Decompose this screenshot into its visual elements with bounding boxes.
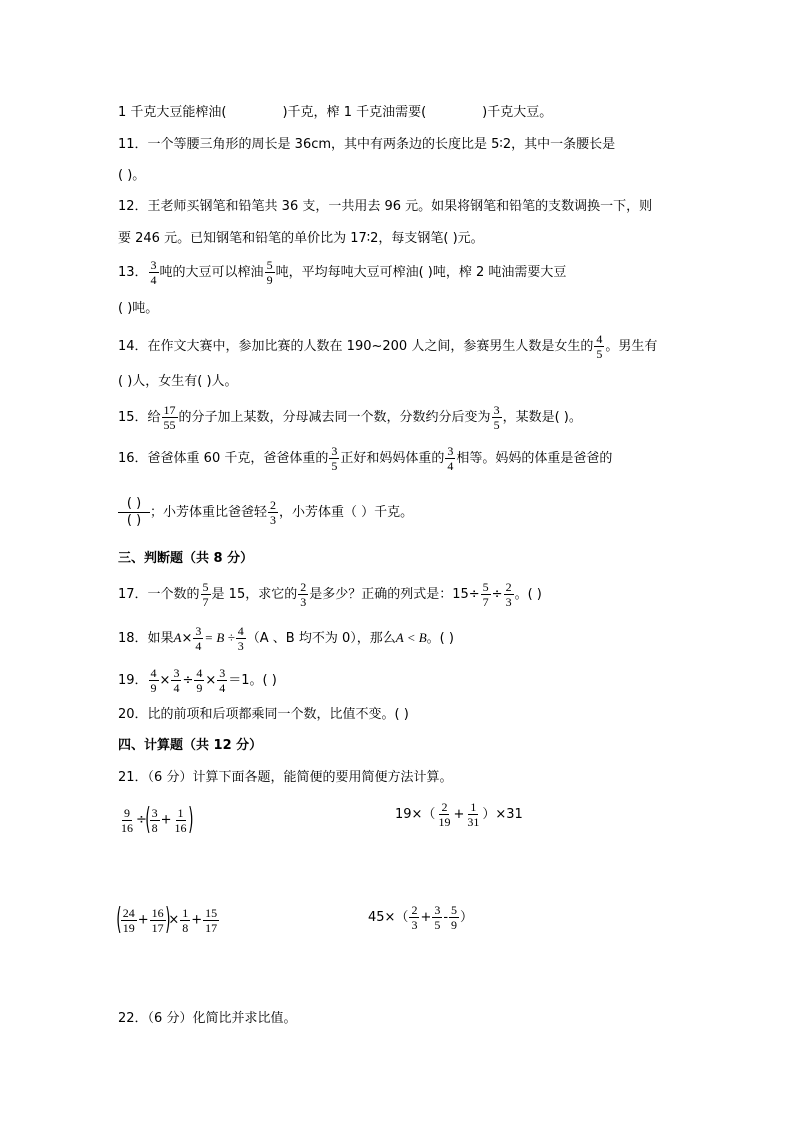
fraction: $\frac{2}{3}$ — [505, 580, 512, 609]
fraction: $\frac{3}{4}$ — [150, 258, 157, 287]
fraction: $\frac{5}{7}$ — [202, 580, 209, 609]
fraction: $\frac{2}{3}$ — [300, 580, 307, 609]
fraction: $\frac{4}{9}$ — [196, 666, 203, 695]
q21-expression-1: $\frac{9}{16}$ ÷( $\frac{3}{8}$ + $\frac{1}{16}$ ) — [118, 800, 191, 840]
fraction: $\frac{4}{5}$ — [596, 332, 603, 361]
fraction: $\frac{1}{16}$ — [174, 805, 187, 835]
fraction: $\frac{3}{4}$ — [195, 624, 202, 653]
question-20: 20．比的前项和后项都乘同一个数，比值不变。( ) — [118, 707, 409, 722]
fraction: $\frac{3}{4}$ — [219, 666, 226, 695]
fraction: $\frac{3}{5}$ — [331, 444, 338, 473]
fraction: $\frac{3}{8}$ — [151, 805, 158, 835]
question-14-line2: ( )人，女生有( )人。 — [118, 374, 238, 389]
question-16: 16．爸爸体重 60 千克，爸爸体重的 $\frac{3}{5}$ 正好和妈妈体重的 $\frac{3}{4}$ 相等。妈妈的体重是爸爸的 — [118, 444, 613, 473]
fraction: $\frac{3}{4}$ — [447, 444, 454, 473]
fraction: $\frac{15}{17}$ — [205, 905, 218, 935]
fraction: $\frac{3}{5}$ — [434, 903, 441, 932]
question-13: 13． $\frac{3}{4}$ 吨的大豆可以榨油 $\frac{5}{9}$ 吨，平均每吨大豆可榨油( )吨，榨 2 吨油需要大豆 — [118, 258, 567, 287]
big-parenthesis: ( — [145, 802, 151, 837]
fraction: $\frac{16}{17}$ — [151, 905, 164, 935]
q21-expression-2: 19×（ $\frac{2}{19}$ + $\frac{1}{31}$ ）×31 — [395, 800, 523, 829]
q21-expression-4: 45×（ $\frac{2}{3}$ + $\frac{3}{5}$ - $\frac{5}{9}$ ） — [368, 903, 474, 932]
fraction: $\frac{5}{7}$ — [482, 580, 489, 609]
question-12: 12．王老师买钢笔和铅笔共 36 支，一共用去 96 元。如果将钢笔和铅笔的支数调换一下，则 — [118, 199, 653, 214]
section-4-heading: 四、计算题（共 12 分） — [118, 738, 263, 753]
section-3-heading: 三、判断题（共 8 分） — [118, 551, 254, 566]
question-14: 14．在作文大赛中，参加比赛的人数在 190~200 人之间，参赛男生人数是女生的 $\frac{4}{5}$ 。男生有 — [118, 332, 658, 361]
question-11-answer-line: ( )。 — [118, 168, 146, 183]
fraction: $\frac{1}{8}$ — [182, 905, 189, 935]
blank-fraction: ( ) ( ) — [118, 496, 150, 529]
fraction: $\frac{3}{4}$ — [173, 666, 180, 695]
fraction: $\frac{4}{9}$ — [150, 666, 157, 695]
fraction: $\frac{2}{3}$ — [411, 903, 418, 932]
big-parenthesis: ) — [187, 802, 194, 837]
question-11: 11．一个等腰三角形的周长是 36cm，其中有两条边的长度比是 5∶2，其中一条腰长是 — [118, 137, 616, 152]
fraction: $\frac{5}{9}$ — [266, 258, 273, 287]
fraction: $\frac{17}{55}$ — [163, 403, 176, 432]
question-22: 22．（6 分）化简比并求比值。 — [118, 1011, 297, 1026]
question-15: 15．给 $\frac{17}{55}$ 的分子加上某数，分母减去同一个数，分数约分后变为 $\frac{3}{5}$ ，某数是( )。 — [118, 403, 582, 432]
big-parenthesis: ( — [116, 902, 122, 937]
fraction: $\frac{4}{3}$ — [237, 624, 244, 653]
question-19: 19． $\frac{4}{9}$ × $\frac{3}{4}$ ÷ $\frac{4}{9}$ × $\frac{3}{4}$ ＝1。( ) — [118, 666, 277, 695]
q21-expression-3: ( $\frac{24}{19}$ + $\frac{16}{17}$ )× $\frac{1}{8}$ + $\frac{15}{17}$ — [118, 900, 220, 940]
question-21: 21．（6 分）计算下面各题，能简便的要用简便方法计算。 — [118, 770, 453, 785]
big-parenthesis: ) — [164, 902, 171, 937]
q10-continuation: 1 千克大豆能榨油( )千克，榨 1 千克油需要( )千克大豆。 — [118, 105, 553, 120]
fraction: $\frac{5}{9}$ — [451, 903, 458, 932]
question-16-line2: ( ) ( ) ；小芳体重比爸爸轻 $\frac{2}{3}$ ，小芳体重（ ）千克。 — [118, 496, 413, 529]
question-13-line2: ( )吨。 — [118, 301, 159, 316]
question-17: 17．一个数的 $\frac{5}{7}$ 是 15，求它的 $\frac{2}{3}$ 是多少？正确的列式是：15÷ $\frac{5}{7}$ ÷ $\frac{2}{3}$ 。( ) — [118, 580, 542, 609]
question-12-line2: 要 246 元。已知钢笔和铅笔的单价比为 17∶2，每支钢笔( )元。 — [118, 231, 484, 246]
fraction: $\frac{3}{5}$ — [493, 403, 500, 432]
fraction: $\frac{9}{16}$ — [121, 805, 133, 835]
fraction: $\frac{2}{19}$ — [438, 800, 451, 829]
fraction: $\frac{24}{19}$ — [122, 905, 135, 935]
question-18: 18．如果A× $\frac{3}{4}$ = B ÷ $\frac{4}{3}$ （A 、B 均不为 0），那么A < B。( ) — [118, 624, 454, 653]
fraction: $\frac{2}{3}$ — [270, 498, 277, 527]
fraction: $\frac{1}{31}$ — [467, 800, 480, 829]
